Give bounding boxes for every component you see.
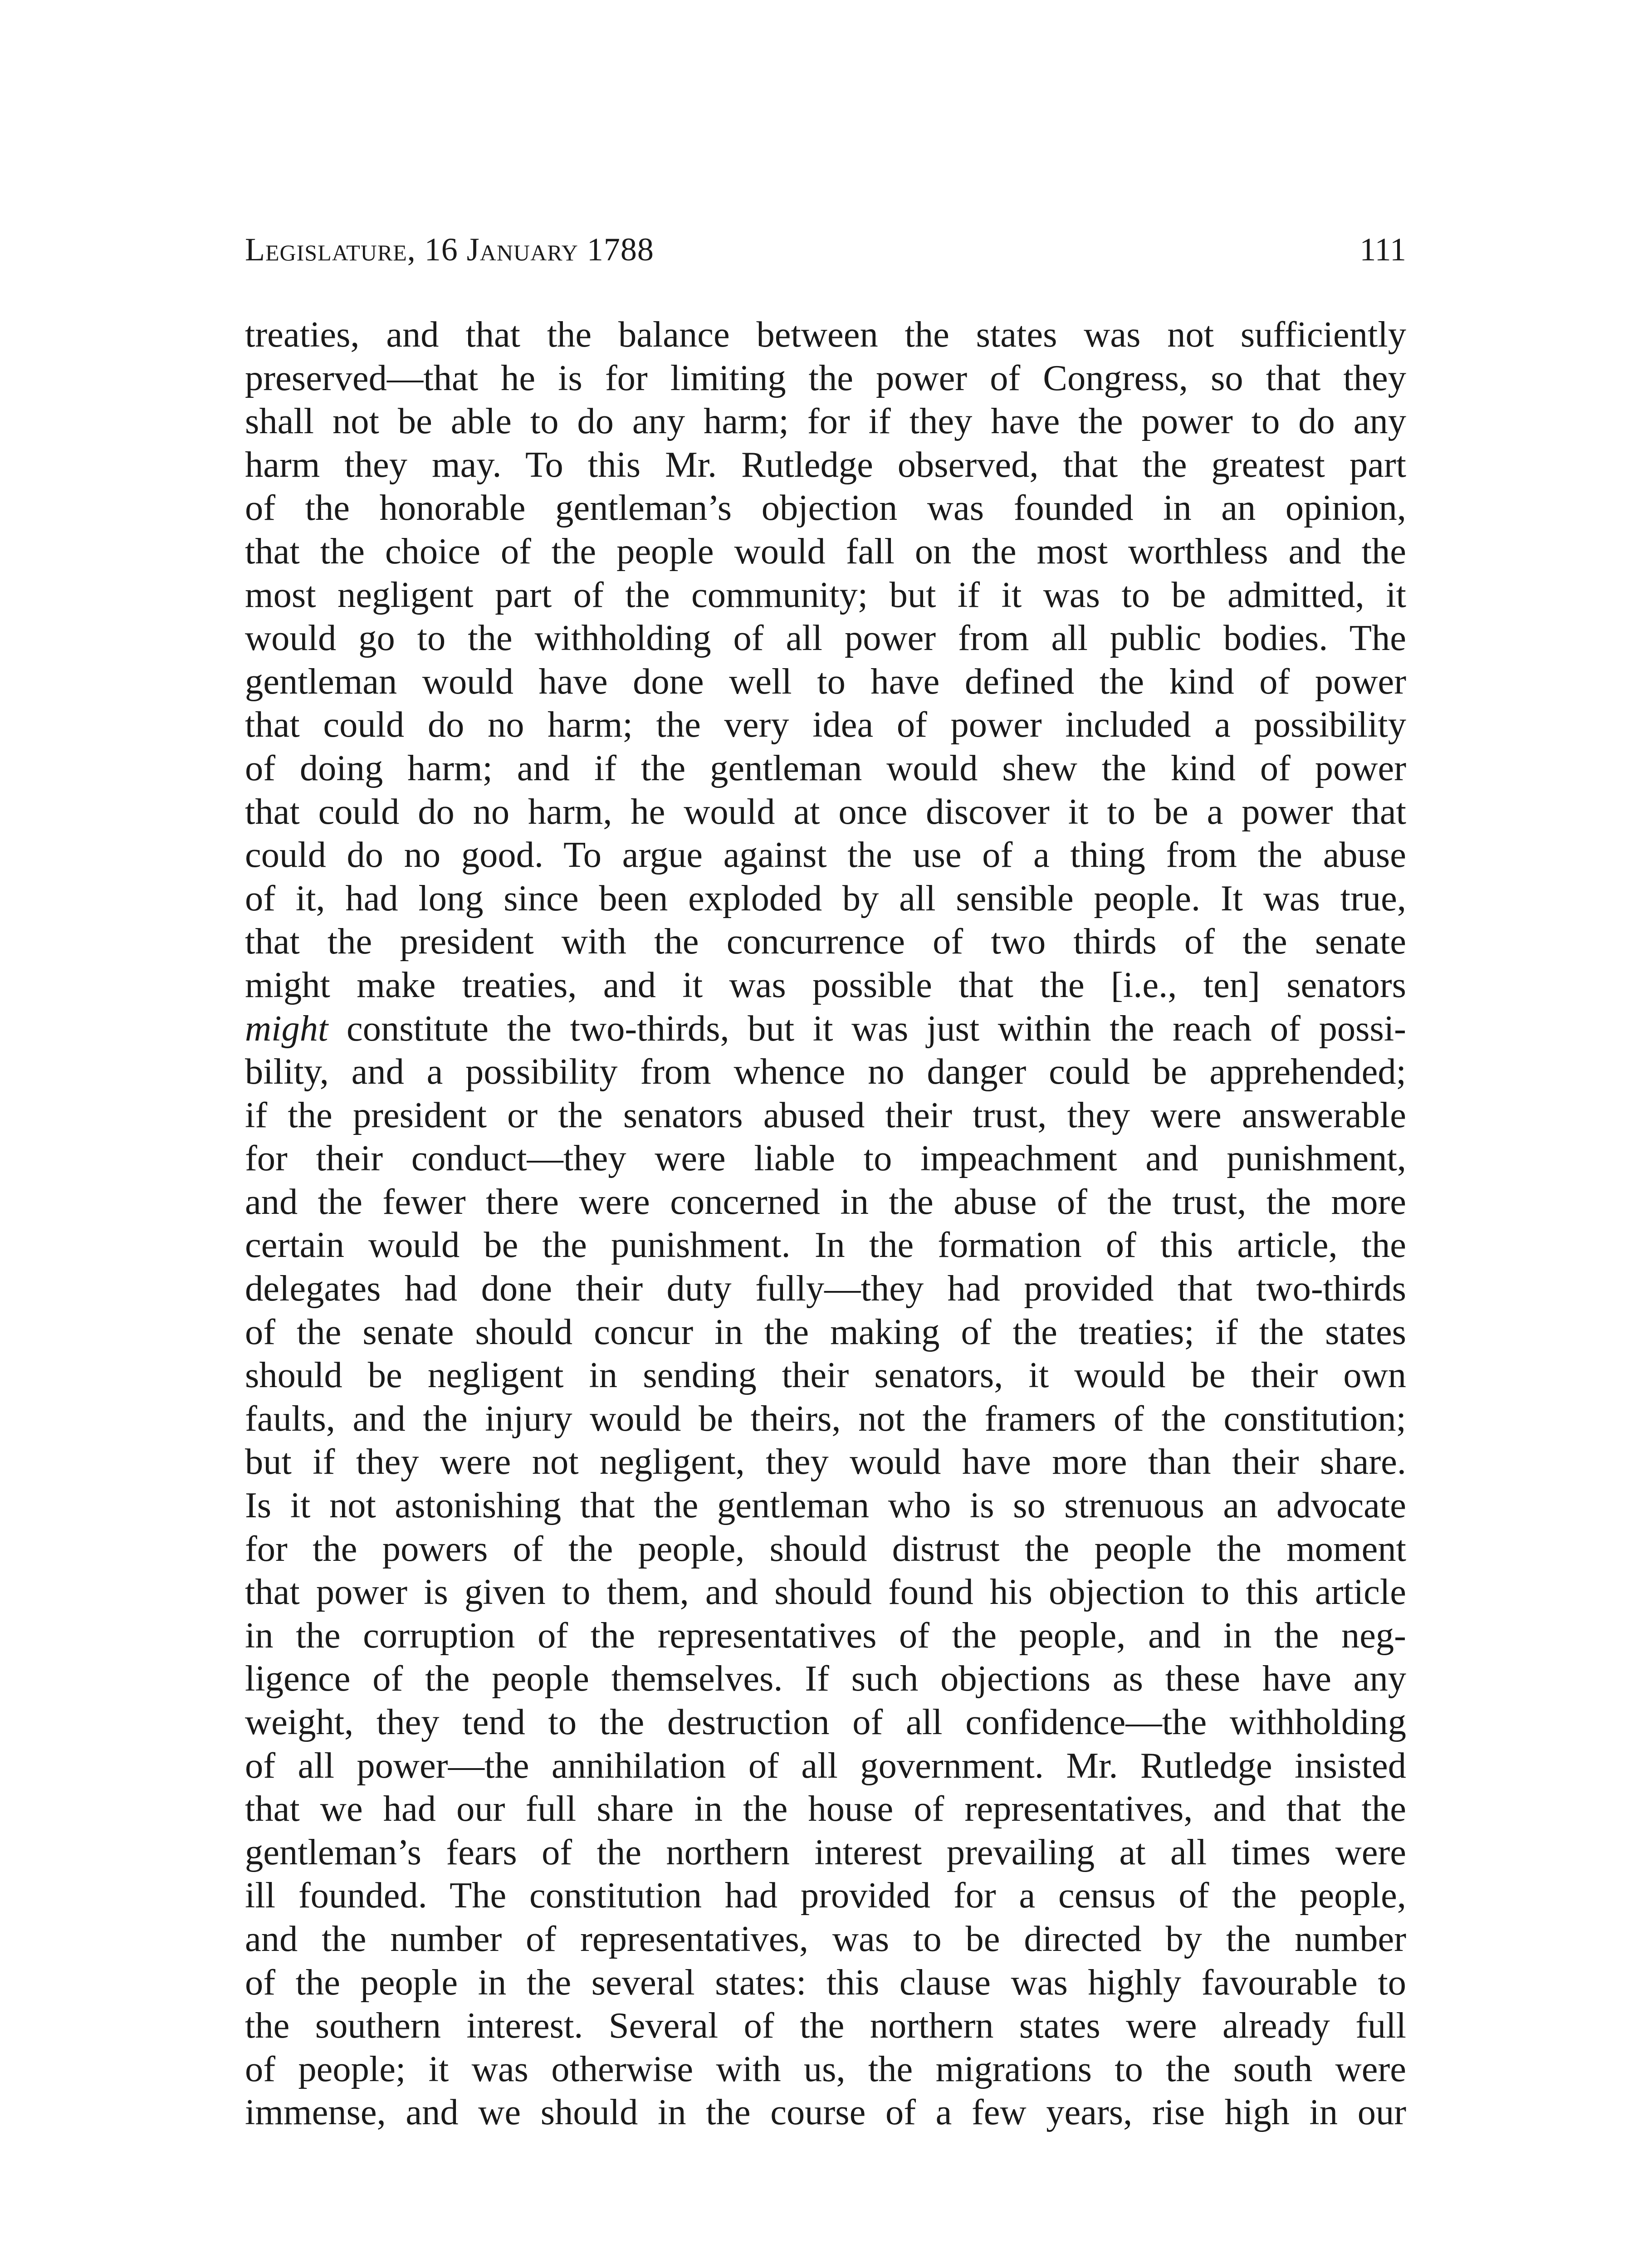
text-line: that we had our full share in the house of representatives, and that the	[245, 1789, 1406, 1829]
text-line: should be negligent in sending their senators, it would be their own	[245, 1355, 1406, 1396]
text-line: bility, and a possibility from whence no danger could be apprehended;	[245, 1051, 1406, 1092]
text-line: of it, had long since been exploded by all sensible people. It was true,	[245, 878, 1406, 919]
line-text: constitute the two-thirds, but it was just within the reach of possi-	[328, 1008, 1406, 1049]
text-line: harm they may. To this Mr. Rutledge observed, that the greatest part	[245, 444, 1406, 485]
text-line: weight, they tend to the destruction of all confidence—the withholding	[245, 1702, 1406, 1742]
text-line: if the president or the senators abused their trust, they were answerable	[245, 1095, 1406, 1135]
text-line: in the corruption of the representatives of the people, and in the neg-	[245, 1615, 1406, 1656]
text-line: immense, and we should in the course of a few years, rise high in our	[245, 2092, 1406, 2133]
text-line: of the honorable gentleman’s objection was founded in an opinion,	[245, 488, 1406, 528]
running-title: Legislature, 16 January 1788	[245, 231, 654, 268]
text-line: of the senate should concur in the making of the treaties; if the states	[245, 1311, 1406, 1352]
text-line: that power is given to them, and should found his objection to this article	[245, 1572, 1406, 1613]
text-line: delegates had done their duty fully—they had provided that two-thirds	[245, 1268, 1406, 1309]
text-line: that could do no harm; the very idea of power included a possibility	[245, 704, 1406, 745]
text-line: gentleman’s fears of the northern interest prevailing at all times were	[245, 1832, 1406, 1872]
text-line: certain would be the punishment. In the formation of this article, the	[245, 1225, 1406, 1266]
page-number: 111	[1359, 231, 1406, 268]
body-text	[245, 313, 1406, 2134]
text-line: ill founded. The constitution had provided for a census of the people,	[245, 1875, 1406, 1916]
text-line: most negligent part of the community; but if it was to be admitted, it	[245, 574, 1406, 615]
text-line: gentleman would have done well to have defined the kind of power	[245, 661, 1406, 702]
text-line: the southern interest. Several of the northern states were already full	[245, 2005, 1406, 2046]
text-line: and the number of representatives, was to be directed by the number	[245, 1918, 1406, 1959]
text-line: shall not be able to do any harm; for if they have the power to do any	[245, 401, 1406, 442]
text-line: for the powers of the people, should distrust the people the moment	[245, 1528, 1406, 1569]
text-line: that the president with the concurrence of two thirds of the senate	[245, 921, 1406, 962]
text-line: of doing harm; and if the gentleman would shew the kind of power	[245, 748, 1406, 788]
text-line: but if they were not negligent, they would have more than their share.	[245, 1442, 1406, 1482]
text-line: for their conduct—they were liable to impeachment and punishment,	[245, 1138, 1406, 1179]
text-line: that could do no harm, he would at once discover it to be a power that	[245, 791, 1406, 832]
text-line: and the fewer there were concerned in the abuse of the trust, the more	[245, 1181, 1406, 1222]
text-line: of the people in the several states: this clause was highly favourable to	[245, 1962, 1406, 2003]
text-line: that the choice of the people would fall on the most worthless and the	[245, 531, 1406, 572]
running-head	[245, 227, 1406, 272]
text-line: preserved—that he is for limiting the power of Congress, so that they	[245, 357, 1406, 398]
italic-word: might	[245, 1008, 328, 1049]
text-line: would go to the withholding of all power from all public bodies. The	[245, 618, 1406, 659]
text-line: of all power—the annihilation of all government. Mr. Rutledge insisted	[245, 1745, 1406, 1786]
text-line: might make treaties, and it was possible that the [i.e., ten] senators	[245, 964, 1406, 1005]
text-line: ligence of the people themselves. If such objections as these have any	[245, 1658, 1406, 1699]
text-line: could do no good. To argue against the use of a thing from the abuse	[245, 835, 1406, 875]
text-line: Is it not astonishing that the gentleman who is so strenuous an advocate	[245, 1485, 1406, 1526]
text-line	[245, 1007, 1406, 1051]
text-line: treaties, and that the balance between the states was not sufficiently	[245, 314, 1406, 355]
text-line: of people; it was otherwise with us, the migrations to the south were	[245, 2048, 1406, 2089]
text-line: faults, and the injury would be theirs, not the framers of the constitution;	[245, 1398, 1406, 1439]
